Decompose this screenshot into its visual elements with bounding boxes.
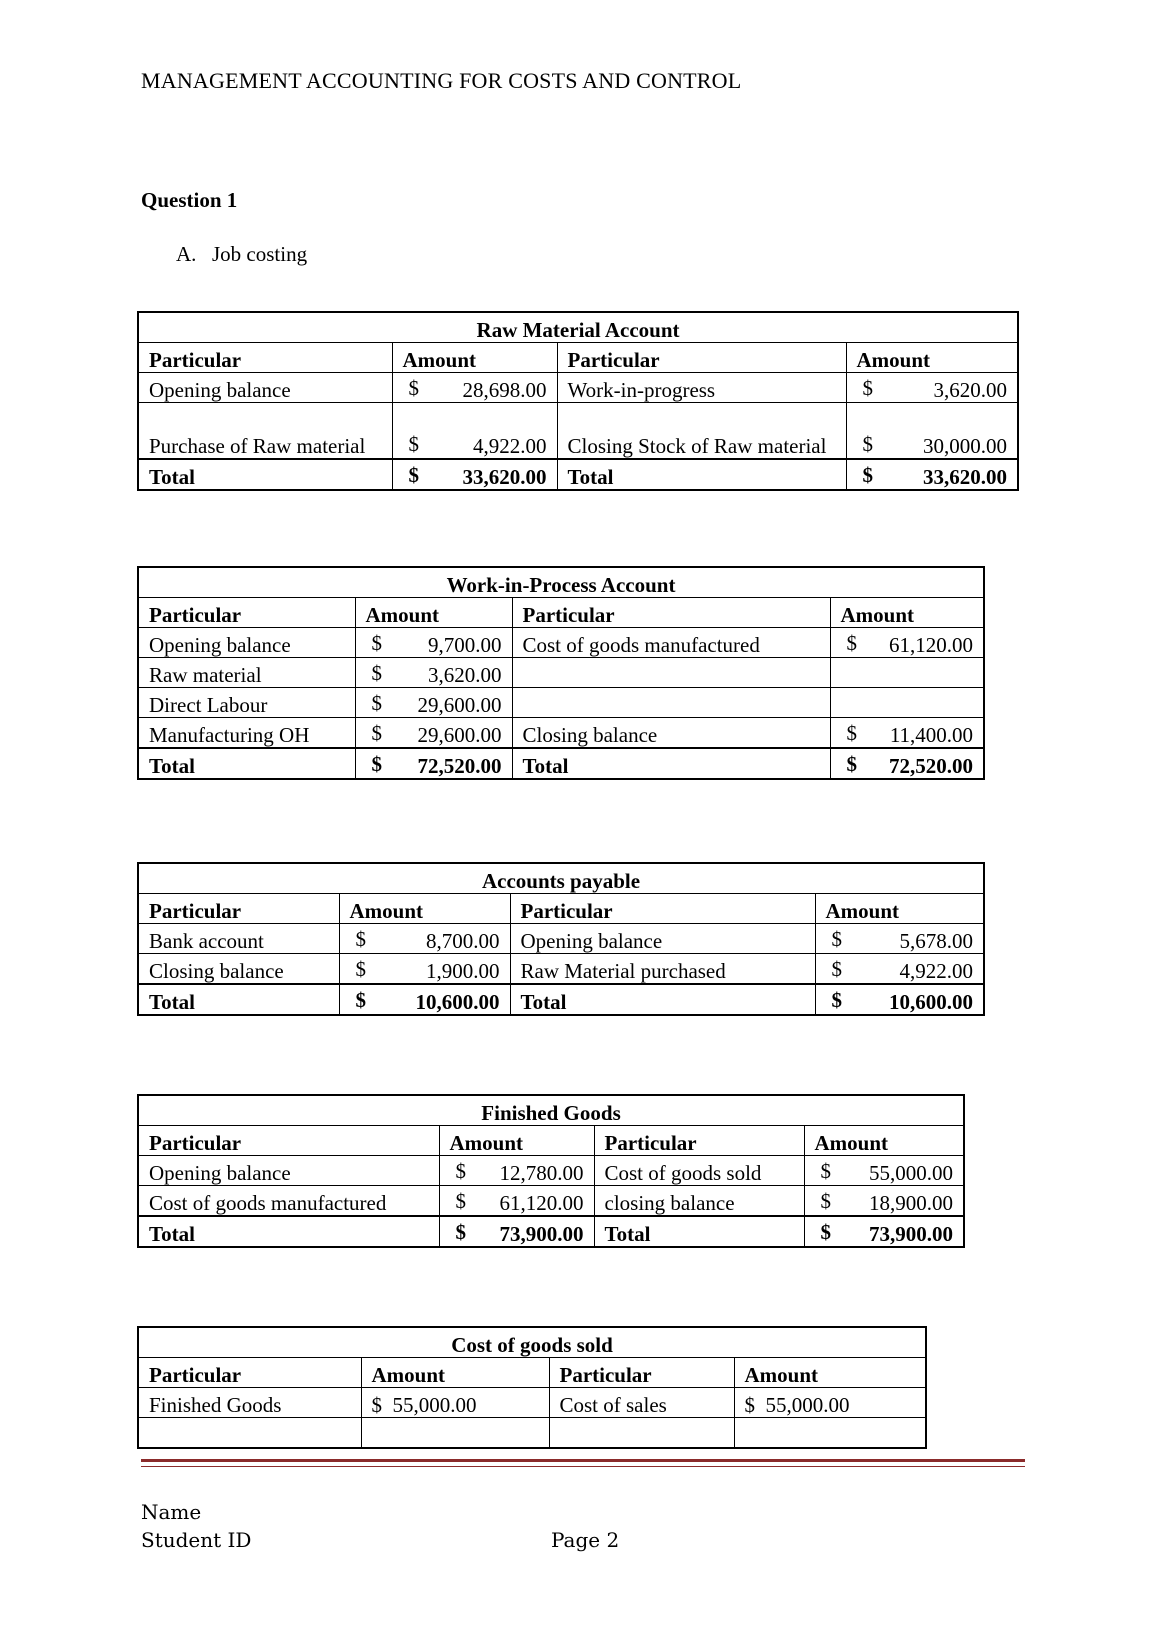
credit-particular: Cost of goods manufactured (512, 628, 830, 658)
currency-symbol: $ (408, 431, 419, 456)
debit-amount (439, 1156, 594, 1186)
amount-value: 72,520.00 (889, 754, 974, 778)
currency-symbol: $ (846, 721, 857, 745)
amount-value: 5,678.00 (899, 929, 974, 953)
debit-particular: Cost of goods manufactured (138, 1186, 439, 1217)
currency-symbol: $ (831, 988, 842, 1012)
credit-amount (830, 658, 984, 688)
credit-particular: closing balance (594, 1186, 804, 1217)
footer-name: Name (141, 1500, 202, 1524)
credit-particular: Opening balance (510, 924, 815, 954)
table-row (138, 628, 984, 658)
section-title: Job costing (212, 242, 308, 266)
section-heading (176, 242, 307, 267)
table-row (138, 688, 984, 718)
section-number: A. (176, 242, 197, 266)
debit-particular: Opening balance (138, 373, 392, 403)
table-row (138, 1388, 926, 1418)
amount-value: 3,620.00 (428, 663, 502, 687)
credit-particular (512, 688, 830, 718)
amount-value: 10,600.00 (415, 990, 500, 1014)
empty-cell (138, 1418, 361, 1449)
credit-particular (512, 658, 830, 688)
currency-symbol: $ (455, 1220, 466, 1244)
credit-amount (830, 718, 984, 749)
credit-particular: Cost of goods sold (594, 1156, 804, 1186)
currency-symbol: $ (371, 752, 382, 776)
total-label: Total (138, 1216, 439, 1247)
total-amount (339, 984, 510, 1015)
currency-symbol: $ (862, 376, 873, 400)
currency-symbol: $ (408, 376, 419, 400)
footer-student-id: Student ID (141, 1528, 252, 1552)
empty-cell (734, 1418, 926, 1449)
table-row (138, 1156, 964, 1186)
currency-symbol: $ (862, 462, 873, 487)
currency-symbol: $ (371, 661, 382, 685)
empty-cell (361, 1418, 549, 1449)
column-header-particular: Particular (549, 1358, 734, 1388)
credit-particular: Cost of sales (549, 1388, 734, 1418)
table-row (138, 718, 984, 749)
table-title: Work-in-Process Account (138, 567, 984, 598)
total-label: Total (138, 459, 392, 490)
column-header-particular: Particular (510, 894, 815, 924)
column-header-particular: Particular (138, 1126, 439, 1156)
amount-value: 73,900.00 (869, 1222, 954, 1246)
total-amount (392, 459, 557, 490)
amount-value: 8,700.00 (426, 929, 500, 953)
column-header-particular: Particular (557, 343, 846, 373)
debit-amount (339, 954, 510, 985)
debit-particular: Raw material (138, 658, 355, 688)
amount-value: 72,520.00 (417, 754, 502, 778)
footer-divider (141, 1459, 1025, 1467)
credit-amount (846, 403, 1018, 459)
total-row (138, 748, 984, 779)
currency-symbol: $ (846, 631, 857, 655)
amount-value: 4,922.00 (899, 959, 974, 983)
total-label: Total (557, 459, 846, 490)
table-row (138, 373, 1018, 403)
total-label: Total (510, 984, 815, 1015)
debit-amount (392, 403, 557, 459)
currency-symbol: $ (371, 721, 382, 745)
currency-symbol: $ (355, 927, 366, 951)
amount-value: 61,120.00 (889, 633, 974, 657)
currency-symbol: $ (371, 631, 382, 655)
column-header-amount: Amount (815, 894, 984, 924)
column-header-amount: Amount (830, 598, 984, 628)
total-amount (804, 1216, 964, 1247)
question-heading: Question 1 (141, 188, 238, 212)
amount-value: 18,900.00 (869, 1191, 954, 1215)
amount-value: 61,120.00 (499, 1191, 584, 1215)
table-title: Cost of goods sold (138, 1327, 926, 1358)
total-amount (355, 748, 512, 779)
column-header-amount: Amount (392, 343, 557, 373)
table-row (138, 924, 984, 954)
amount-value: 9,700.00 (428, 633, 502, 657)
debit-amount (439, 1186, 594, 1217)
credit-amount: $ 55,000.00 (734, 1388, 926, 1418)
currency-symbol: $ (846, 752, 857, 776)
table-title: Accounts payable (138, 863, 984, 894)
amount-value: 11,400.00 (889, 723, 974, 747)
column-header-particular: Particular (512, 598, 830, 628)
currency-symbol: $ (862, 431, 873, 456)
amount-value: 33,620.00 (462, 464, 547, 489)
amount-value: 12,780.00 (499, 1161, 584, 1185)
footer-page-number: Page 2 (551, 1528, 620, 1552)
currency-symbol: $ (408, 462, 419, 487)
total-amount (439, 1216, 594, 1247)
wip-account-table (137, 566, 985, 780)
amount-value: 33,620.00 (923, 464, 1008, 489)
accounts-payable-table (137, 862, 985, 1016)
cost-of-goods-sold-table (137, 1326, 927, 1449)
column-header-amount: Amount (846, 343, 1018, 373)
credit-amount (804, 1186, 964, 1217)
amount-value: 10,600.00 (889, 990, 974, 1014)
column-header-amount: Amount (355, 598, 512, 628)
total-row (138, 984, 984, 1015)
total-label: Total (138, 984, 339, 1015)
debit-amount (355, 688, 512, 718)
credit-particular: Closing balance (512, 718, 830, 749)
currency-symbol: $ (355, 988, 366, 1012)
credit-particular: Raw Material purchased (510, 954, 815, 985)
debit-amount (392, 373, 557, 403)
debit-particular: Manufacturing OH (138, 718, 355, 749)
table-row (138, 954, 984, 985)
currency-symbol: $ (820, 1159, 831, 1183)
debit-particular: Opening balance (138, 628, 355, 658)
debit-particular: Direct Labour (138, 688, 355, 718)
table-row (138, 1418, 926, 1449)
credit-particular: Work-in-progress (557, 373, 846, 403)
column-header-particular: Particular (594, 1126, 804, 1156)
debit-amount (355, 658, 512, 688)
currency-symbol: $ (455, 1189, 466, 1213)
currency-symbol: $ (831, 957, 842, 981)
currency-symbol: $ (820, 1189, 831, 1213)
total-label: Total (512, 748, 830, 779)
credit-amount (815, 954, 984, 985)
column-header-particular: Particular (138, 343, 392, 373)
debit-particular: Purchase of Raw material (138, 403, 392, 459)
currency-symbol: $ (455, 1159, 466, 1183)
amount-value: 1,900.00 (426, 959, 500, 983)
amount-value: 55,000.00 (869, 1161, 954, 1185)
raw-material-account-table (137, 311, 1019, 491)
currency-symbol: $ (820, 1220, 831, 1244)
empty-cell (549, 1418, 734, 1449)
amount-value: 28,698.00 (462, 378, 547, 402)
currency-symbol: $ (355, 957, 366, 981)
total-amount (815, 984, 984, 1015)
debit-particular: Finished Goods (138, 1388, 361, 1418)
credit-particular: Closing Stock of Raw material (557, 403, 846, 459)
table-title: Finished Goods (138, 1095, 964, 1126)
amount-value: 3,620.00 (933, 378, 1008, 402)
amount-value: 29,600.00 (417, 723, 502, 747)
currency-symbol: $ (831, 927, 842, 951)
column-header-particular: Particular (138, 598, 355, 628)
debit-amount (355, 628, 512, 658)
total-amount (830, 748, 984, 779)
total-label: Total (594, 1216, 804, 1247)
total-label: Total (138, 748, 355, 779)
credit-amount (846, 373, 1018, 403)
credit-amount (804, 1156, 964, 1186)
column-header-amount: Amount (361, 1358, 549, 1388)
column-header-amount: Amount (439, 1126, 594, 1156)
finished-goods-table (137, 1094, 965, 1248)
amount-value: 29,600.00 (417, 693, 502, 717)
table-title: Raw Material Account (138, 312, 1018, 343)
column-header-amount: Amount (339, 894, 510, 924)
debit-particular: Opening balance (138, 1156, 439, 1186)
table-row (138, 403, 1018, 459)
amount-value: 30,000.00 (923, 433, 1008, 458)
column-header-amount: Amount (804, 1126, 964, 1156)
column-header-particular: Particular (138, 894, 339, 924)
document-header-title: MANAGEMENT ACCOUNTING FOR COSTS AND CONTROL (141, 68, 742, 93)
debit-particular: Bank account (138, 924, 339, 954)
total-row (138, 1216, 964, 1247)
table-row (138, 1186, 964, 1217)
table-row (138, 658, 984, 688)
column-header-amount: Amount (734, 1358, 926, 1388)
credit-amount (830, 628, 984, 658)
total-amount (846, 459, 1018, 490)
debit-particular: Closing balance (138, 954, 339, 985)
column-header-particular: Particular (138, 1358, 361, 1388)
credit-amount (830, 688, 984, 718)
debit-amount: $ 55,000.00 (361, 1388, 549, 1418)
debit-amount (355, 718, 512, 749)
amount-value: 4,922.00 (473, 433, 547, 458)
amount-value: 73,900.00 (499, 1222, 584, 1246)
credit-amount (815, 924, 984, 954)
currency-symbol: $ (371, 691, 382, 715)
total-row (138, 459, 1018, 490)
debit-amount (339, 924, 510, 954)
